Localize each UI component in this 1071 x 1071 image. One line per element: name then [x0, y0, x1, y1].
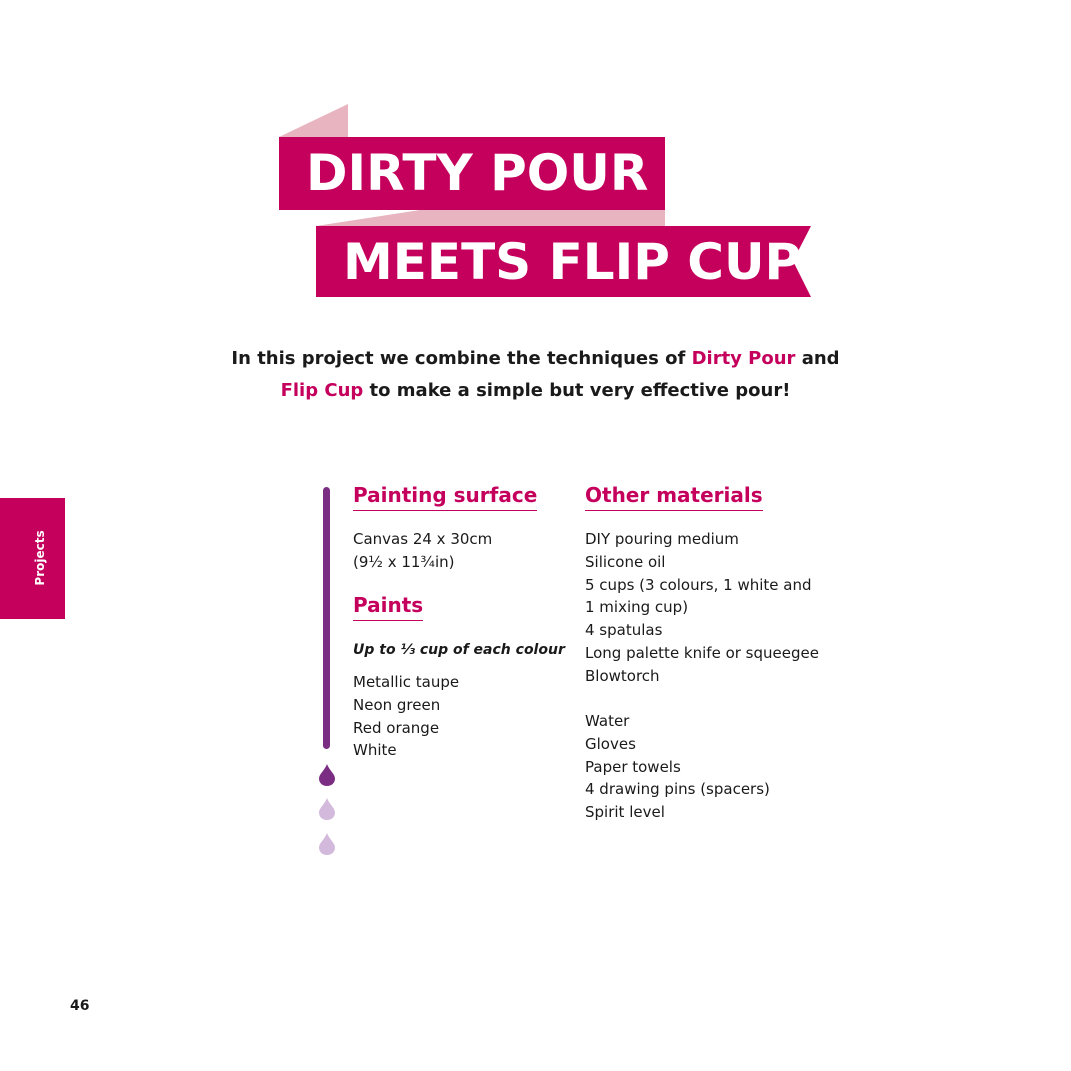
- paint-drop-icon: [319, 798, 335, 820]
- list-item: Metallic taupe: [353, 673, 460, 691]
- list-item: Water: [585, 712, 630, 730]
- list-item: Silicone oil: [585, 552, 666, 571]
- paint-drop-icon: [319, 764, 335, 786]
- list-item: Blowtorch: [585, 666, 660, 685]
- painting-surface-heading: Painting surface: [353, 482, 537, 511]
- intro-line-2: [200, 375, 871, 407]
- painting-surface-list: [353, 528, 492, 574]
- paint-drop-icon: [319, 833, 335, 855]
- title-line-2: MEETS FLIP CUP: [343, 233, 802, 291]
- list-item: (9½ x 11¾in): [353, 552, 455, 571]
- list-item: Paper towels: [585, 757, 681, 776]
- list-item: Red orange: [353, 718, 440, 737]
- list-item: Canvas 24 x 30cm: [353, 530, 493, 548]
- paints-list: [353, 671, 459, 762]
- ribbon-fold-top: [279, 104, 348, 137]
- list-item: White: [353, 741, 397, 760]
- intro-line-1: [200, 343, 871, 375]
- list-item: Spirit level: [585, 803, 665, 822]
- ribbon-fold-middle: [316, 210, 665, 226]
- list-item: Neon green: [353, 695, 441, 714]
- other-materials-list-1: [585, 528, 819, 688]
- intro-text-3: to make a simple but very effective pour!: [363, 380, 791, 401]
- list-item: Long palette knife or squeegee: [585, 643, 819, 662]
- paints-heading: Paints: [353, 592, 423, 621]
- list-item: Gloves: [585, 734, 636, 753]
- technique-flip-cup: Flip Cup: [280, 380, 364, 401]
- list-item: 4 spatulas: [585, 621, 663, 640]
- technique-dirty-pour: Dirty Pour: [691, 348, 796, 369]
- other-materials-heading: Other materials: [585, 482, 763, 511]
- list-item: 1 mixing cup): [585, 598, 689, 617]
- list-item: DIY pouring medium: [585, 530, 739, 548]
- list-item: 5 cups (3 colours, 1 white and: [585, 575, 812, 594]
- paints-quantity-note: Up to ⅓ cup of each colour: [353, 642, 565, 658]
- page-number: 46: [70, 998, 90, 1014]
- title-line-1: DIRTY POUR: [306, 144, 649, 202]
- list-item: 4 drawing pins (spacers): [585, 780, 770, 799]
- intro-text-2: and: [795, 348, 840, 369]
- other-materials-list-2: [585, 710, 770, 824]
- drip-line: [323, 487, 330, 749]
- intro-paragraph: [200, 343, 871, 407]
- side-tab-label: Projects: [33, 530, 47, 586]
- intro-text-1: In this project we combine the techniques of: [231, 348, 692, 369]
